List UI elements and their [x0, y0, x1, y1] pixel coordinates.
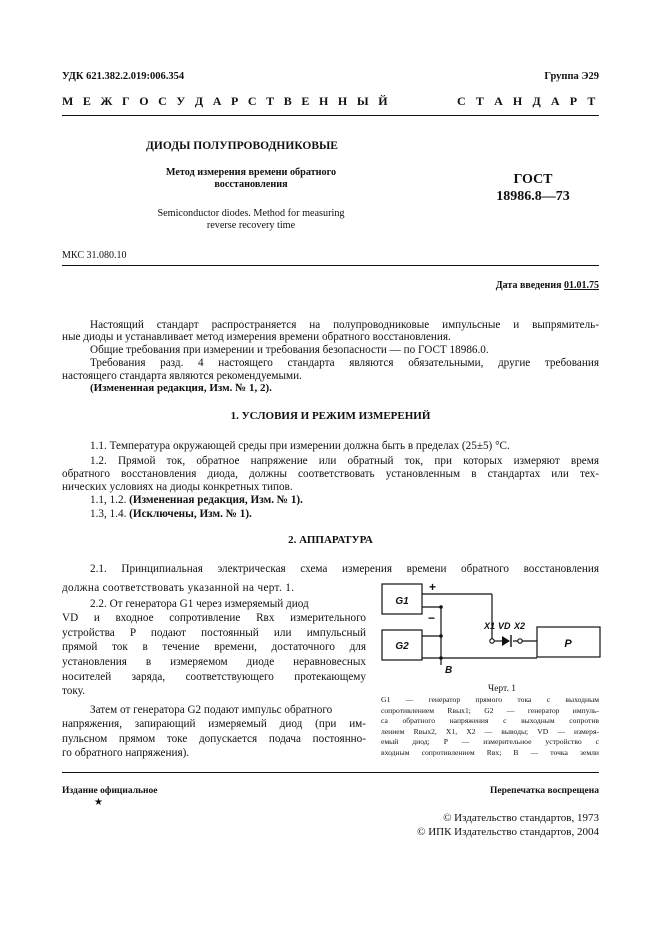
- s2-p22-line2: VD и входное сопротивление Rвх измерительного: [62, 612, 366, 624]
- s2-p22-line1: 2.2. От генератора G1 через измеряемый диод: [90, 598, 309, 610]
- intro-p3-line2: настоящего стандарта являются рекомендуемыми.: [62, 370, 302, 382]
- s2-p22-line3: устройства P подают постоянный или импульсный: [62, 627, 366, 639]
- group-code: Группа Э29: [544, 71, 599, 82]
- s2-p22-line7: току.: [62, 685, 85, 697]
- official-edition: Издание официальное: [62, 786, 158, 796]
- label-b: B: [445, 665, 453, 676]
- intro-date-label: Дата введения: [495, 280, 562, 291]
- label-g2: G2: [395, 641, 409, 652]
- s1-p11: 1.1. Температура окружающей среды при измерении должна быть в пределах (25±5) °С.: [90, 440, 510, 452]
- intro-p3-line1: Требования разд. 4 настоящего стандарта являются обязательными, другие требования: [90, 357, 599, 369]
- figure-caption-line4: лением Rвых2, X1, X2 — выводы; VD — измеря-: [381, 726, 599, 736]
- s2-p23-line4: го обратного напряжения).: [62, 747, 190, 759]
- s1-note2: [90, 508, 252, 521]
- label-p: P: [564, 638, 572, 650]
- s1-note2-text: (Исключены, Изм. № 1).: [129, 508, 252, 520]
- copyright-1973: © Издательство стандартов, 1973: [443, 812, 599, 824]
- figure-title: Черт. 1: [488, 684, 516, 694]
- udk-code: УДК 621.382.2.019:006.354: [62, 71, 185, 82]
- s2-p21-line1: 2.1. Принципиальная электрическая схема измерения времени обратного восстановления: [90, 563, 599, 575]
- s2-p22-line6: носителей заряда, соответствующего протекающему: [62, 671, 366, 683]
- diode-icon: [502, 636, 510, 646]
- node-ground-b: [439, 656, 443, 660]
- figure-caption-line6: входным сопротивлением Rвх; B — точка земли: [381, 748, 599, 757]
- doc-subtitle-line2: восстановления: [214, 179, 288, 190]
- figure-caption-line1: G1 — генератор прямого тока с выходным: [381, 695, 599, 704]
- s1-note1-prefix: 1.1, 1.2.: [90, 494, 127, 506]
- s1-note2-prefix: 1.3, 1.4.: [90, 508, 127, 520]
- intro-p1-line2: ные диоды и устанавливает метод измерения времени обратного восстановления.: [62, 331, 451, 343]
- title-rule: [62, 265, 599, 266]
- s2-p23-line2: напряжения, запирающий измеряемый диод (при им-: [62, 718, 366, 730]
- s1-p12-line1: 1.2. Прямой ток, обратное напряжение или обратный ток, при которых измеряют время: [90, 455, 599, 467]
- label-g1: G1: [395, 596, 409, 607]
- s1-p12-line2: обратного восстановления диода, должны соответствовать установленным в стандартах или тех-: [62, 468, 599, 480]
- copyright-2004: © ИПК Издательство стандартов, 2004: [417, 826, 599, 838]
- s1-p12-line3: нических условиях на диоды конкретных типов.: [62, 481, 293, 493]
- s1-note1-text: (Измененная редакция, Изм. № 1).: [129, 494, 303, 506]
- doc-title: ДИОДЫ ПОЛУПРОВОДНИКОВЫЕ: [146, 140, 338, 152]
- intro-date: [496, 280, 599, 291]
- intro-amend: (Измененная редакция, Изм. № 1, 2).: [90, 382, 272, 394]
- intro-p2: Общие требования при измерении и требования безопасности — по ГОСТ 18986.0.: [90, 344, 489, 356]
- doc-title-en-line2: reverse recovery time: [206, 220, 296, 231]
- star-mark: ★: [94, 797, 103, 808]
- s2-p23-line3: пульсном прямом токе допускается подача постоянно-: [62, 733, 366, 745]
- intro-date-value: 01.01.75: [564, 280, 599, 291]
- terminal-x1: [490, 639, 494, 643]
- s2-p22-line5: установления в измеряемом диоде неравновесных: [62, 656, 366, 668]
- s2-p21-line2: должна соответствовать указанной на черт. 1.: [62, 582, 295, 594]
- circuit-diagram: [380, 578, 605, 682]
- label-x2: X2: [514, 621, 526, 631]
- section1-heading: 1. УСЛОВИЯ И РЕЖИМ ИЗМЕРЕНИЙ: [230, 410, 431, 422]
- terminal-x2: [518, 639, 522, 643]
- label-plus: +: [429, 580, 437, 594]
- reprint-notice: Перепечатка воспрещена: [489, 786, 599, 796]
- mks-code: МКС 31.080.10: [62, 250, 127, 261]
- gost-label: ГОСТ: [513, 172, 553, 187]
- label-minus: −: [428, 611, 436, 625]
- footer-rule: [62, 772, 599, 773]
- gost-number: 18986.8—73: [496, 189, 570, 204]
- node-g2: [439, 634, 443, 638]
- intro-p1-line1: Настоящий стандарт распространяется на полупроводниковые импульсные и выпрямитель-: [90, 319, 599, 331]
- banner-interstate: М Е Ж Г О С У Д А Р С Т В Е Н Н Ы Й: [62, 94, 391, 108]
- doc-subtitle-line1: Метод измерения времени обратного: [165, 167, 337, 178]
- s2-p23-line1: Затем от генератора G2 подают импульс обратного: [90, 704, 333, 716]
- label-vd: VD: [498, 621, 511, 631]
- s2-p22-line4: прямой ток в течение времени, достаточного для: [62, 641, 366, 653]
- figure-caption-line3: са обратного напряжения с выходным сопротив: [381, 716, 599, 726]
- section2-heading: 2. АППАРАТУРА: [288, 534, 373, 546]
- figure-caption-line5: емый диод; P — измерительное устройство с: [381, 737, 599, 747]
- banner-standard: С Т А Н Д А Р Т: [457, 94, 599, 108]
- node-g1-minus: [439, 605, 443, 609]
- doc-title-en-line1: Semiconductor diodes. Method for measuring: [157, 208, 345, 219]
- label-x1: X1: [484, 621, 496, 631]
- figure-caption-line2: сопротивлением Rвых1; G2 — генератор импуль-: [381, 705, 599, 715]
- header-rule: [62, 115, 599, 116]
- s1-note1: [90, 494, 303, 507]
